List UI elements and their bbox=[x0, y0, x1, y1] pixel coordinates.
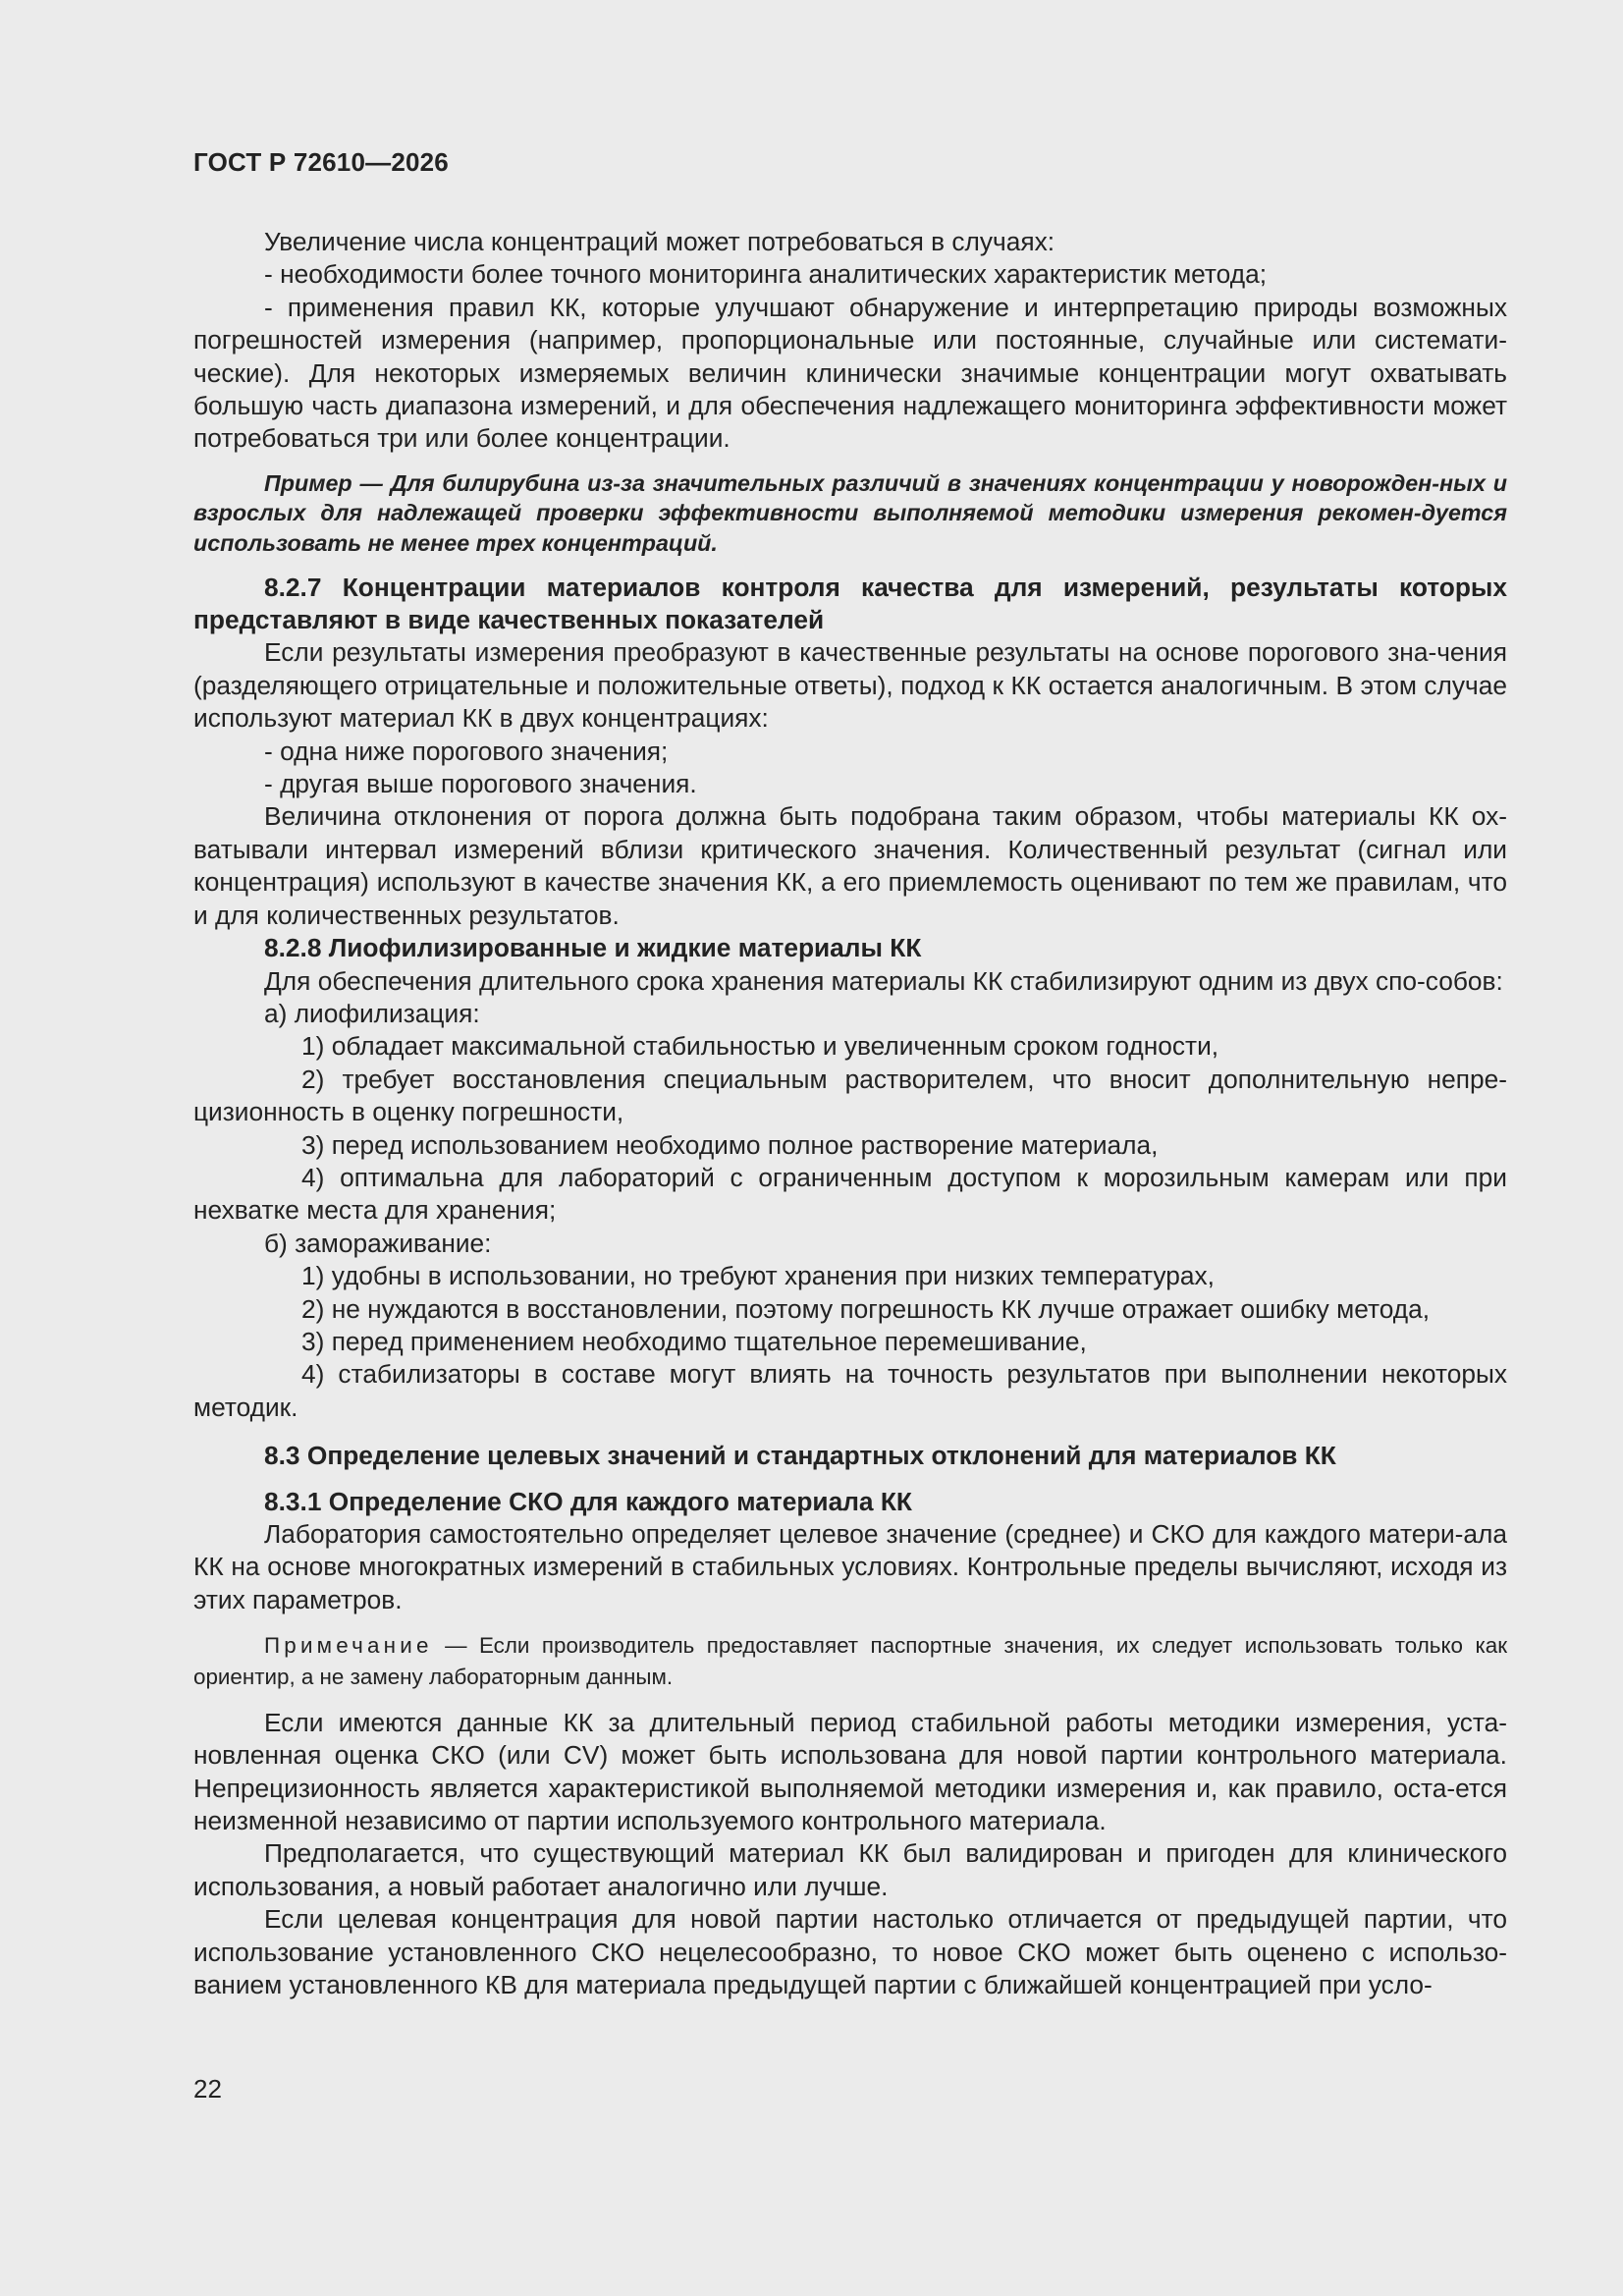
paragraph bbox=[193, 736, 1507, 768]
paragraph-text: Предполагается, что существующий материал КК был валидирован и пригоден для клинического использования, а новый работает аналогично или лучше. bbox=[193, 1838, 1507, 1901]
paragraph-text: 4) стабилизаторы в составе могут влиять на точность результатов при выполнении некоторых методик. bbox=[193, 1359, 1507, 1422]
paragraph-text: - применения правил КК, которые улучшают обнаружение и интерпретацию природы возможных погрешностей измерения (например, пропорциональные или постоянные, случайные или системати-ческие). Для некоторых измеряемых величин клинически значимые концентрации могут охватывать большую часть диапазона измерений, и для обеспечения надлежащего мониторинга эффективности может потребоваться три или более концентрации. bbox=[193, 292, 1507, 454]
paragraph-text: 3) перед применением необходимо тщательное перемешивание, bbox=[301, 1326, 1087, 1356]
paragraph-text: Величина отклонения от порога должна быть подобрана таким образом, чтобы материалы КК ох-ватывали интервал измерений вблизи критического значения. Количественный результат (сигнал или концентрация) используют в качестве значения КК, а его приемлемость оценивают по тем же правилам, что и для количественных результатов. bbox=[193, 801, 1507, 930]
paragraph-text: - одна ниже порогового значения; bbox=[264, 736, 669, 766]
paragraph-text: Пример — Для билирубина из-за значительных различий в значениях концентрации у новорожден-ных и взрослых для надлежащей проверки эффективности выполняемой методики измерения рекомен-дуется использовать не менее трех концентраций. bbox=[193, 469, 1507, 557]
paragraph bbox=[193, 768, 1507, 800]
document-body bbox=[193, 226, 1507, 2001]
paragraph-text: 8.3.1 Определение СКО для каждого материала КК bbox=[264, 1486, 912, 1516]
paragraph bbox=[193, 800, 1507, 932]
paragraph bbox=[193, 1129, 1507, 1162]
note-label: Примечание bbox=[264, 1633, 433, 1659]
paragraph-text: 1) обладает максимальной стабильностью и увеличенным сроком годности, bbox=[301, 1031, 1219, 1062]
paragraph bbox=[193, 1358, 1507, 1424]
paragraph bbox=[193, 1518, 1507, 1616]
paragraph-text: Если результаты измерения преобразуют в качественные результаты на основе порогового зна-чения (разделяющего отрицательные и положительные ответы), подход к КК остается аналогичным. В этом случае используют материал КК в двух концентрациях: bbox=[193, 637, 1507, 734]
paragraph bbox=[193, 1837, 1507, 1903]
paragraph bbox=[193, 965, 1507, 998]
paragraph-text: 3) перед использованием необходимо полное растворение материала, bbox=[301, 1129, 1159, 1160]
paragraph-text: Если имеются данные КК за длительный период стабильной работы методики измерения, уста-новленная оценка СКО (или CV) может быть использована для новой партии контрольного материала. Непрецизионность является характеристикой выполняемой методики измерения и, как правило, оста-ется неизменной независимо от партии используемого контрольного материала. bbox=[193, 1707, 1507, 1836]
paragraph bbox=[193, 1903, 1507, 2001]
section-heading bbox=[193, 572, 1507, 637]
paragraph-text: Для обеспечения длительного срока хранения материалы КК стабилизируют одним из двух спо-собов: bbox=[264, 965, 1503, 996]
paragraph bbox=[193, 1326, 1507, 1358]
note-paragraph bbox=[193, 1630, 1507, 1692]
paragraph-text: — Если производитель предоставляет паспортные значения, их следует использовать только как ориентир, а не замену лабораторным данным. bbox=[193, 1633, 1507, 1689]
paragraph bbox=[193, 1293, 1507, 1326]
paragraph-text: 2) не нуждаются в восстановлении, поэтому погрешность КК лучше отражает ошибку метода, bbox=[301, 1293, 1431, 1324]
paragraph bbox=[193, 292, 1507, 456]
paragraph-text: - необходимости более точного мониторинга аналитических характеристик метода; bbox=[264, 259, 1267, 290]
paragraph-text: 2) требует восстановления специальным растворителем, что вносит дополнительную непре-цизионность в оценку погрешности, bbox=[193, 1064, 1507, 1127]
paragraph bbox=[193, 1260, 1507, 1292]
paragraph-text: 8.3 Определение целевых значений и стандартных отклонений для материалов КК bbox=[264, 1441, 1336, 1471]
paragraph bbox=[193, 1707, 1507, 1838]
section-heading bbox=[193, 1440, 1507, 1472]
paragraph-text: 8.2.7 Концентрации материалов контроля качества для измерений, результаты которых представляют в виде качественных показателей bbox=[193, 572, 1507, 635]
paragraph bbox=[193, 258, 1507, 291]
paragraph bbox=[193, 1228, 1507, 1260]
paragraph bbox=[193, 226, 1507, 258]
paragraph-text: - другая выше порогового значения. bbox=[264, 769, 697, 799]
paragraph-text: Если целевая концентрация для новой партии настолько отличается от предыдущей партии, что использование установленного СКО нецелесообразно, то новое СКО может быть оценено с использо-ванием установленного КВ для материала предыдущей партии с ближайшей концентрацией при усло- bbox=[193, 1904, 1507, 2000]
paragraph-text: Увеличение числа концентраций может потребоваться в случаях: bbox=[264, 227, 1055, 256]
paragraph bbox=[193, 998, 1507, 1030]
page-number: 22 bbox=[193, 2074, 222, 2104]
paragraph-text: Лаборатория самостоятельно определяет целевое значение (среднее) и СКО для каждого матери-ала КК на основе многократных измерений в стабильных условиях. Контрольные пределы вычисляют, исходя из этих параметров. bbox=[193, 1519, 1507, 1614]
paragraph bbox=[193, 1162, 1507, 1228]
paragraph-text: 1) удобны в использовании, но требуют хранения при низких температурах, bbox=[301, 1261, 1215, 1291]
paragraph-text: 8.2.8 Лиофилизированные и жидкие материалы КК bbox=[264, 933, 922, 963]
paragraph bbox=[193, 1030, 1507, 1063]
document-header: ГОСТ Р 72610—2026 bbox=[193, 147, 449, 177]
paragraph-text: 4) оптимальна для лабораторий с ограниченным доступом к морозильным камерам или при нехватке места для хранения; bbox=[193, 1162, 1507, 1226]
section-heading bbox=[193, 1486, 1507, 1518]
example-paragraph bbox=[193, 468, 1507, 559]
section-heading bbox=[193, 932, 1507, 964]
paragraph bbox=[193, 1064, 1507, 1129]
paragraph-text: б) замораживание: bbox=[264, 1228, 492, 1258]
paragraph-text: а) лиофилизация: bbox=[264, 998, 480, 1028]
paragraph bbox=[193, 636, 1507, 735]
